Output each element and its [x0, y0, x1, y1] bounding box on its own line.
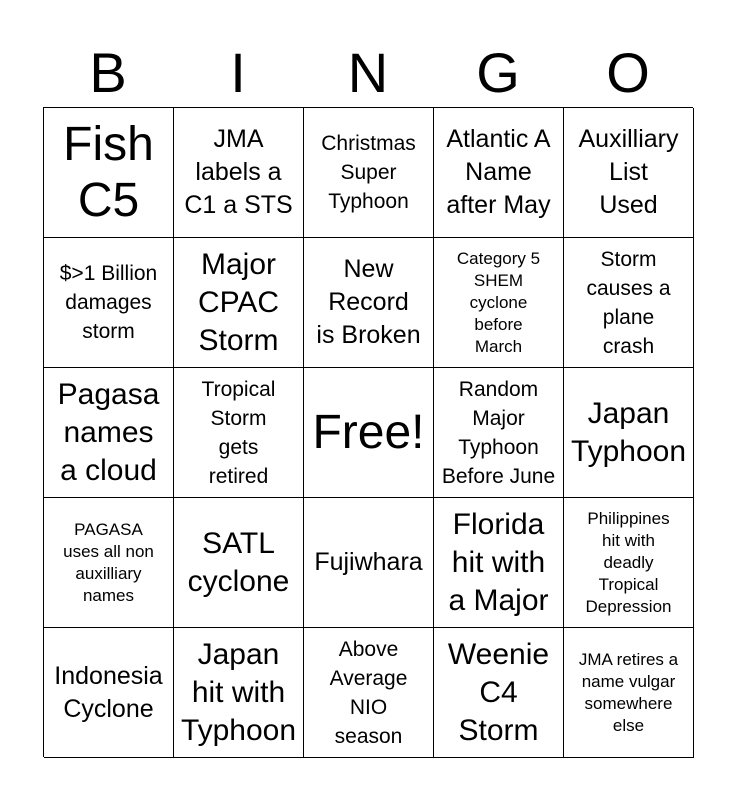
bingo-cell[interactable]	[304, 498, 434, 628]
cell-text: Above Average NIO season	[329, 637, 408, 748]
bingo-cell[interactable]	[44, 628, 174, 758]
bingo-cell[interactable]	[304, 238, 434, 368]
bingo-cell[interactable]	[44, 368, 174, 498]
bingo-cell[interactable]	[174, 108, 304, 238]
cell-text: Atlantic A Name after May	[446, 125, 551, 219]
header-letter-i: I	[230, 41, 246, 104]
cell-text: Pagasa names a cloud	[57, 377, 160, 487]
bingo-cell[interactable]	[434, 108, 564, 238]
cell-text: Major CPAC Storm	[197, 247, 280, 357]
bingo-cell[interactable]	[174, 368, 304, 498]
bingo-cell[interactable]	[44, 108, 174, 238]
bingo-cell[interactable]	[564, 238, 694, 368]
cell-text: Fujiwhara	[314, 548, 423, 576]
bingo-cell[interactable]	[304, 108, 434, 238]
bingo-cell[interactable]	[564, 628, 694, 758]
bingo-cell[interactable]	[44, 238, 174, 368]
cell-text: Japan Typhoon	[570, 396, 687, 468]
header-letter-n: N	[347, 41, 389, 104]
cell-text: Tropical Storm gets retired	[201, 377, 276, 488]
bingo-cell[interactable]	[564, 368, 694, 498]
cell-text: JMA labels a C1 a STS	[184, 125, 293, 219]
bingo-cell[interactable]	[434, 238, 564, 368]
bingo-cell[interactable]	[434, 368, 564, 498]
bingo-cell[interactable]	[304, 628, 434, 758]
bingo-cell[interactable]	[44, 498, 174, 628]
bingo-cell[interactable]	[174, 498, 304, 628]
bingo-cell[interactable]	[174, 628, 304, 758]
bingo-cell[interactable]	[564, 498, 694, 628]
cell-text: Philippines hit with deadly Tropical Depression	[585, 508, 672, 616]
cell-text: Christmas Super Typhoon	[321, 132, 416, 213]
header-letter-b: B	[89, 41, 127, 104]
cell-text: New Record is Broken	[316, 255, 421, 349]
header-letter-g: G	[476, 41, 520, 104]
cell-text: Weenie C4 Storm	[447, 637, 550, 747]
cell-text: Florida hit with a Major	[448, 507, 549, 617]
cell-text: Japan hit with Typhoon	[180, 637, 297, 747]
bingo-cell-free[interactable]	[304, 368, 434, 498]
bingo-cell[interactable]	[564, 108, 694, 238]
cell-text: Random Major Typhoon Before June	[441, 377, 556, 488]
cell-text: PAGASA uses all non auxilliary names	[63, 519, 154, 605]
bingo-board	[43, 107, 693, 757]
cell-text: Auxilliary List Used	[578, 125, 679, 219]
cell-text: SATL cyclone	[187, 526, 290, 598]
cell-text: Free!	[312, 405, 425, 459]
cell-text: JMA retires a name vulgar somewhere else	[578, 649, 679, 735]
cell-text: $>1 Billion damages storm	[59, 262, 158, 343]
bingo-cell[interactable]	[434, 498, 564, 628]
cell-text: Storm causes a plane crash	[586, 247, 671, 358]
cell-text: Category 5 SHEM cyclone before March	[456, 248, 541, 356]
bingo-cell[interactable]	[434, 628, 564, 758]
cell-text: Fish C5	[63, 117, 154, 227]
header-letter-o: O	[606, 41, 650, 104]
cell-text: Indonesia Cyclone	[54, 661, 163, 723]
bingo-cell[interactable]	[174, 238, 304, 368]
bingo-header	[43, 40, 693, 106]
